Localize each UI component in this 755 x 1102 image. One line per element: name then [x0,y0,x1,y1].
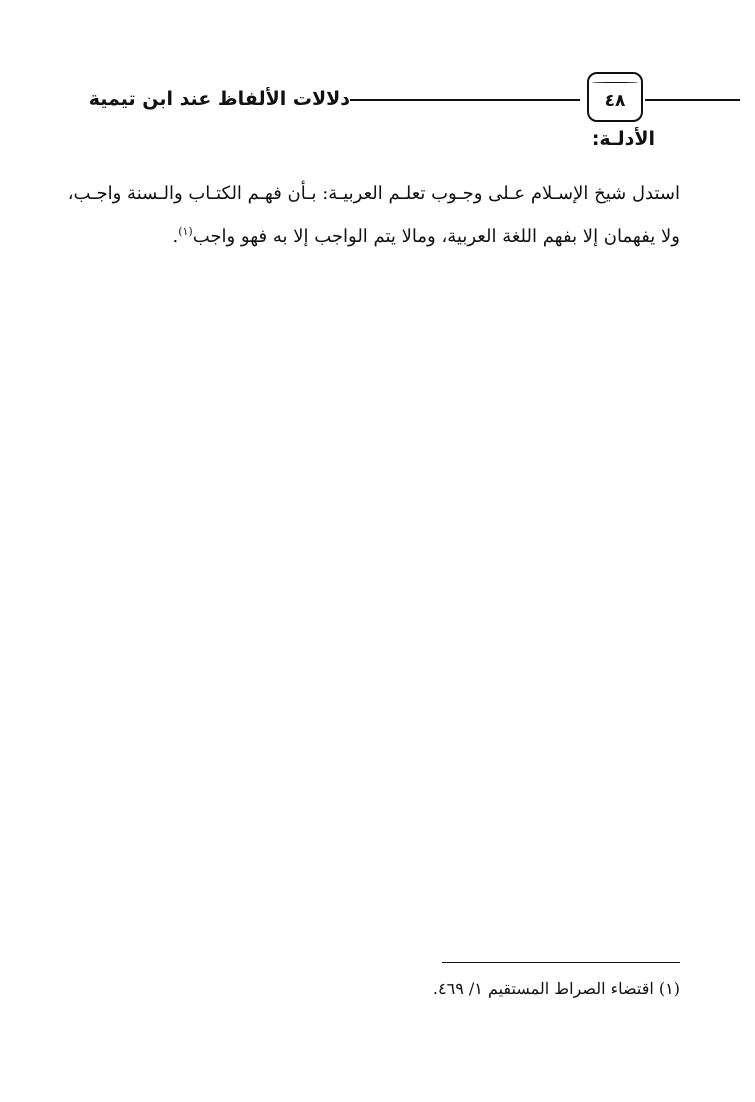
footnote: (١) اقتضاء الصراط المستقيم ١/ ٤٦٩. [432,979,680,998]
section-heading: الأدلـة: [591,128,655,150]
footnote-reference[interactable]: (١) [178,225,193,238]
page-header [60,70,680,124]
body-paragraph [62,172,680,258]
paragraph-line-2-text: ولا يفهمان إلا بفهم اللغة العربية، ومالا يتم الواجب إلا به فهو واجب [192,226,680,247]
page-number-frame [587,72,643,122]
footnote-separator [442,962,680,963]
header-rule-left [350,99,580,101]
paragraph-line-1: استدل شيخ الإسـلام عـلى وجـوب تعلـم العربيـة: بـأن فهـم الكتـاب والـسنة واجـب، [67,183,680,204]
paragraph-line-2 [62,215,680,258]
page-number: ٤٨ [604,91,626,111]
header-rule-right [645,99,740,101]
sentence-end: . [172,226,179,247]
running-title: دلالات الألفاظ عند ابن تيمية [88,88,350,110]
